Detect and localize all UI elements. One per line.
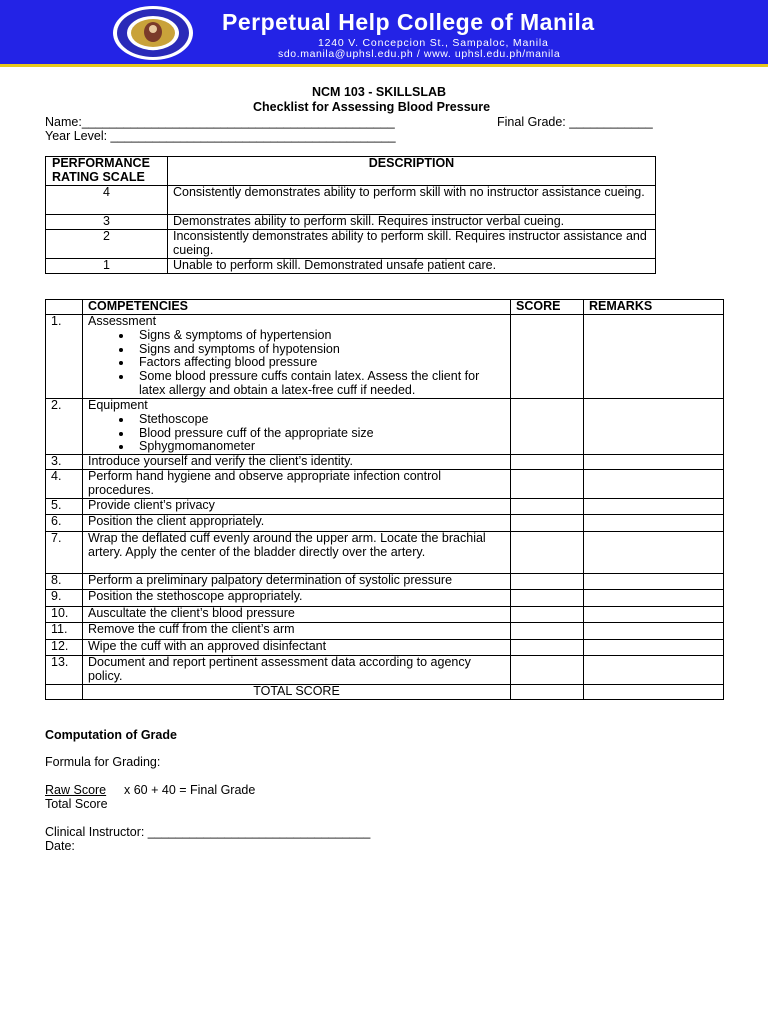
rating-scale-table <box>45 156 656 274</box>
remarks-cell[interactable] <box>584 656 724 685</box>
score-cell[interactable] <box>511 532 584 574</box>
rating-description: Unable to perform skill. Demonstrated unsafe patient care. <box>168 259 656 274</box>
competency-row <box>46 499 724 515</box>
score-cell[interactable] <box>511 315 584 399</box>
competencies-table <box>45 299 724 700</box>
competency-number: 1. <box>46 315 83 399</box>
remarks-cell[interactable] <box>584 499 724 515</box>
competency-title: Equipment <box>88 398 148 412</box>
competency-number: 7. <box>46 532 83 574</box>
score-cell[interactable] <box>511 590 584 607</box>
college-address: 1240 V. Concepcion St., Sampaloc, Manila <box>318 37 549 49</box>
competency-number: 6. <box>46 515 83 532</box>
grade-formula: x 60 + 40 = Final Grade <box>124 783 256 797</box>
bullet-item: • Stethoscope <box>133 413 505 427</box>
clinical-instructor-field[interactable]: Clinical Instructor: ________________________________ <box>45 825 371 839</box>
competency-row <box>46 607 724 623</box>
competency-row <box>46 315 724 399</box>
rating-row <box>46 215 656 230</box>
competency-number: 10. <box>46 607 83 623</box>
checklist-title: Checklist for Assessing Blood Pressure <box>253 100 491 114</box>
competency-number: 4. <box>46 470 83 499</box>
remarks-cell[interactable] <box>584 607 724 623</box>
number-header <box>46 300 83 315</box>
score-cell[interactable] <box>511 574 584 590</box>
score-cell[interactable] <box>511 470 584 499</box>
competency-text <box>83 399 511 455</box>
remarks-cell[interactable] <box>584 455 724 470</box>
competency-number: 2. <box>46 399 83 455</box>
college-name: Perpetual Help College of Manila <box>222 9 595 35</box>
competency-number: 8. <box>46 574 83 590</box>
total-score-label: TOTAL SCORE <box>83 685 511 700</box>
remarks-cell[interactable] <box>584 640 724 656</box>
remarks-cell[interactable] <box>584 623 724 640</box>
total-number-cell <box>46 685 83 700</box>
competencies-header: COMPETENCIES <box>83 300 511 315</box>
competency-row <box>46 399 724 455</box>
competency-text: Wipe the cuff with an approved disinfectant <box>83 640 511 656</box>
competency-number: 11. <box>46 623 83 640</box>
remarks-cell[interactable] <box>584 399 724 455</box>
remarks-cell[interactable] <box>584 574 724 590</box>
bullet-item: • Some blood pressure cuffs contain latex. Assess the client for latex allergy and obtain a latex-free cuff if needed. <box>133 370 505 398</box>
competency-row <box>46 455 724 470</box>
remarks-cell[interactable] <box>584 590 724 607</box>
competency-row <box>46 532 724 574</box>
competency-number: 5. <box>46 499 83 515</box>
college-seal-icon <box>112 5 194 61</box>
description-header: DESCRIPTION <box>168 157 656 186</box>
competency-text: Wrap the deflated cuff evenly around the upper arm. Locate the brachial artery. Apply the center of the bladder directly over the artery. <box>83 532 511 574</box>
rating-row <box>46 259 656 274</box>
rating-row <box>46 186 656 215</box>
final-grade-field[interactable]: Final Grade: ____________ <box>497 115 653 129</box>
total-remarks-cell[interactable] <box>584 685 724 700</box>
rating-header-row <box>46 157 656 186</box>
total-score-row <box>46 685 724 700</box>
score-header: SCORE <box>511 300 584 315</box>
competency-row <box>46 590 724 607</box>
rating-value: 2 <box>46 230 168 259</box>
competency-text: Document and report pertinent assessment data according to agency policy. <box>83 656 511 685</box>
bullet-item: • Signs & symptoms of hypertension <box>133 329 505 343</box>
score-cell[interactable] <box>511 515 584 532</box>
rating-description: Consistently demonstrates ability to perform skill with no instructor assistance cueing. <box>168 186 656 215</box>
remarks-cell[interactable] <box>584 515 724 532</box>
score-cell[interactable] <box>511 623 584 640</box>
header-banner <box>0 0 768 64</box>
score-cell[interactable] <box>511 499 584 515</box>
rating-value: 4 <box>46 186 168 215</box>
competency-number: 9. <box>46 590 83 607</box>
competency-row <box>46 574 724 590</box>
rating-row <box>46 230 656 259</box>
computation-heading: Computation of Grade <box>45 728 177 742</box>
bullet-item: • Signs and symptoms of hypotension <box>133 343 505 357</box>
competency-text: Perform hand hygiene and observe appropriate infection control procedures. <box>83 470 511 499</box>
rating-value: 1 <box>46 259 168 274</box>
competency-row <box>46 470 724 499</box>
competency-number: 13. <box>46 656 83 685</box>
score-cell[interactable] <box>511 656 584 685</box>
banner-divider <box>0 64 768 67</box>
college-contact: sdo.manila@uphsl.edu.ph / www. uphsl.edu.ph/manila <box>278 48 561 60</box>
course-title: NCM 103 - SKILLSLAB <box>312 85 447 99</box>
competency-row <box>46 515 724 532</box>
total-score-cell[interactable] <box>511 685 584 700</box>
competency-text: Position the client appropriately. <box>83 515 511 532</box>
competency-bullets <box>88 329 505 398</box>
name-field[interactable]: Name:_____________________________________________ <box>45 115 395 129</box>
score-cell[interactable] <box>511 607 584 623</box>
competency-number: 12. <box>46 640 83 656</box>
score-cell[interactable] <box>511 399 584 455</box>
competency-text: Introduce yourself and verify the client’s identity. <box>83 455 511 470</box>
rating-description: Inconsistently demonstrates ability to perform skill. Requires instructor assistance and cueing. <box>168 230 656 259</box>
score-cell[interactable] <box>511 455 584 470</box>
competency-row <box>46 640 724 656</box>
rating-description: Demonstrates ability to perform skill. Requires instructor verbal cueing. <box>168 215 656 230</box>
date-field[interactable]: Date: <box>45 839 75 853</box>
remarks-header: REMARKS <box>584 300 724 315</box>
score-cell[interactable] <box>511 640 584 656</box>
competency-bullets <box>88 413 505 454</box>
competencies-header-row <box>46 300 724 315</box>
rating-value: 3 <box>46 215 168 230</box>
remarks-cell[interactable] <box>584 315 724 399</box>
bullet-item: • Blood pressure cuff of the appropriate size <box>133 427 505 441</box>
bullet-item: • Sphygmomanometer <box>133 440 505 454</box>
formula-label: Formula for Grading: <box>45 755 161 769</box>
bullet-item: • Factors affecting blood pressure <box>133 356 505 370</box>
competency-text: Remove the cuff from the client’s arm <box>83 623 511 640</box>
competency-text: Auscultate the client’s blood pressure <box>83 607 511 623</box>
competency-text: Provide client’s privacy <box>83 499 511 515</box>
competency-text <box>83 315 511 399</box>
competency-number: 3. <box>46 455 83 470</box>
competency-text: Perform a preliminary palpatory determination of systolic pressure <box>83 574 511 590</box>
remarks-cell[interactable] <box>584 470 724 499</box>
remarks-cell[interactable] <box>584 532 724 574</box>
year-level-field[interactable]: Year Level: _________________________________________ <box>45 129 396 143</box>
competency-text: Position the stethoscope appropriately. <box>83 590 511 607</box>
competency-row <box>46 656 724 685</box>
raw-score-label: Raw Score <box>45 783 107 797</box>
competency-row <box>46 623 724 640</box>
total-score-label: Total Score <box>45 797 108 811</box>
rating-scale-header: PERFORMANCE RATING SCALE <box>46 157 168 186</box>
competency-title: Assessment <box>88 314 157 328</box>
